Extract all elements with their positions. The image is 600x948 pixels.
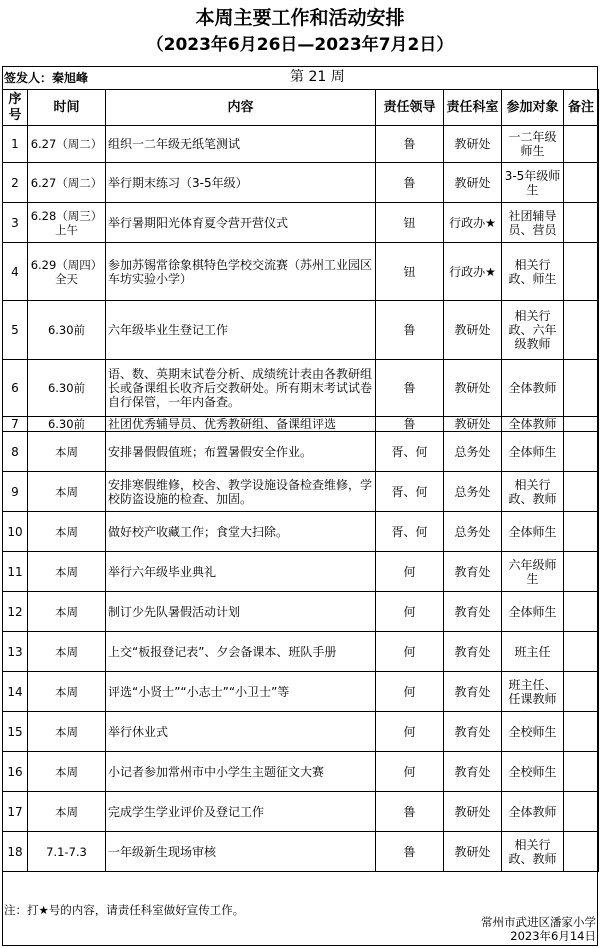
table-row — [3, 417, 599, 432]
row-dept: 教育处 — [444, 712, 502, 752]
table-row — [3, 472, 599, 512]
row-time: 6.27（周二） — [28, 163, 106, 203]
row-content: 安排寒假维修，校舍、教学设施设备检查维修，学校防盗设施的检查、加固。 — [106, 472, 376, 512]
row-content: 做好校产收藏工作；食堂大扫除。 — [106, 512, 376, 552]
schedule-table — [2, 89, 599, 872]
row-content: 举行暑期阳光体育夏令营开营仪式 — [106, 203, 376, 243]
row-content: 语、数、英期末试卷分析、成绩统计表由各教研组长或备课组长收齐后交教研处。所有期末考试试卷自行保管，一年内备查。 — [106, 360, 376, 417]
row-content: 六年级毕业生登记工作 — [106, 301, 376, 360]
row-dept: 教育处 — [444, 632, 502, 672]
page-title: 本周主要工作和活动安排 — [195, 7, 405, 29]
table-row — [3, 592, 599, 632]
row-number: 7 — [3, 417, 28, 432]
row-time: 本周 — [28, 632, 106, 672]
date-range-subtitle: （2023年6月26日—2023年7月2日） — [146, 35, 454, 55]
row-remark — [564, 672, 599, 712]
row-leader: 鲁 — [376, 417, 444, 432]
col-header-remark: 备注 — [564, 90, 599, 126]
table-row — [3, 360, 599, 417]
table-row — [3, 672, 599, 712]
col-header-content: 内容 — [106, 90, 376, 126]
row-content: 上交“板报登记表”、夕会备课本、班队手册 — [106, 632, 376, 672]
row-leader: 鲁 — [376, 163, 444, 203]
row-time: 本周 — [28, 472, 106, 512]
row-dept: 教研处 — [444, 360, 502, 417]
row-remark — [564, 360, 599, 417]
row-dept: 总务处 — [444, 472, 502, 512]
row-number: 13 — [3, 632, 28, 672]
row-dept: 总务处 — [444, 432, 502, 472]
signer-name: 秦旭峰 — [52, 71, 89, 85]
footnote: 注：打★号的内容，请责任科室做好宣传工作。 — [4, 903, 245, 917]
row-time: 本周 — [28, 752, 106, 792]
row-dept: 行政办★ — [444, 203, 502, 243]
row-number: 15 — [3, 712, 28, 752]
table-row — [3, 832, 599, 872]
row-remark — [564, 632, 599, 672]
row-participants: 全体师生 — [502, 592, 564, 632]
table-row — [3, 301, 599, 360]
row-content: 举行六年级毕业典礼 — [106, 552, 376, 592]
row-number: 5 — [3, 301, 28, 360]
row-remark — [564, 512, 599, 552]
row-leader: 何 — [376, 752, 444, 792]
row-number: 14 — [3, 672, 28, 712]
row-time: 本周 — [28, 712, 106, 752]
row-participants: 班主任 — [502, 632, 564, 672]
row-content: 制订少先队暑假活动计划 — [106, 592, 376, 632]
row-participants: 全体师生 — [502, 432, 564, 472]
row-remark — [564, 712, 599, 752]
row-content: 一年级新生现场审核 — [106, 832, 376, 872]
row-participants: 全体教师 — [502, 792, 564, 832]
row-number: 12 — [3, 592, 28, 632]
row-participants: 相关行政、师生 — [502, 243, 564, 301]
row-leader: 何 — [376, 712, 444, 752]
row-leader: 胥、何 — [376, 432, 444, 472]
row-dept: 教育处 — [444, 552, 502, 592]
row-content: 举行休业式 — [106, 712, 376, 752]
row-time: 6.30前 — [28, 417, 106, 432]
row-participants: 3-5年级师生 — [502, 163, 564, 203]
row-time: 本周 — [28, 552, 106, 592]
col-header-leader: 责任领导 — [376, 90, 444, 126]
issuer-block — [481, 915, 596, 943]
row-leader: 胥、何 — [376, 472, 444, 512]
row-dept: 教研处 — [444, 832, 502, 872]
week-number: 第 21 周 — [290, 69, 345, 85]
row-dept: 教研处 — [444, 301, 502, 360]
row-number: 18 — [3, 832, 28, 872]
col-header-no: 序号 — [3, 90, 28, 126]
row-remark — [564, 752, 599, 792]
row-participants: 全体教师 — [502, 360, 564, 417]
row-leader: 鲁 — [376, 832, 444, 872]
row-leader: 鲁 — [376, 301, 444, 360]
row-participants: 一二年级师生 — [502, 126, 564, 163]
table-row — [3, 512, 599, 552]
row-participants: 全校师生 — [502, 712, 564, 752]
col-header-time: 时间 — [28, 90, 106, 126]
row-content: 小记者参加常州市中小学生主题征文大赛 — [106, 752, 376, 792]
row-leader: 鲁 — [376, 126, 444, 163]
row-time: 本周 — [28, 512, 106, 552]
row-leader: 鲁 — [376, 360, 444, 417]
row-number: 2 — [3, 163, 28, 203]
row-time: 6.29（周四）全天 — [28, 243, 106, 301]
row-participants: 六年级师生 — [502, 552, 564, 592]
row-leader: 何 — [376, 672, 444, 712]
row-time: 6.28（周三）上午 — [28, 203, 106, 243]
row-participants: 相关行政、教师 — [502, 832, 564, 872]
row-content: 评选“小贤士”“小志士”“小卫士”等 — [106, 672, 376, 712]
row-remark — [564, 301, 599, 360]
row-participants: 社团辅导员、营员 — [502, 203, 564, 243]
row-time: 本周 — [28, 672, 106, 712]
row-number: 3 — [3, 203, 28, 243]
row-leader: 胥、何 — [376, 512, 444, 552]
table-row — [3, 792, 599, 832]
row-time: 本周 — [28, 592, 106, 632]
table-row — [3, 126, 599, 163]
row-remark — [564, 163, 599, 203]
row-remark — [564, 243, 599, 301]
row-content: 完成学生学业评价及登记工作 — [106, 792, 376, 832]
row-participants: 班主任、任课教师 — [502, 672, 564, 712]
row-leader: 何 — [376, 632, 444, 672]
row-number: 4 — [3, 243, 28, 301]
row-leader: 鲁 — [376, 792, 444, 832]
row-content: 参加苏锡常徐象棋特色学校交流赛（苏州工业园区车坊实验小学） — [106, 243, 376, 301]
row-dept: 教研处 — [444, 792, 502, 832]
row-time: 本周 — [28, 792, 106, 832]
row-number: 16 — [3, 752, 28, 792]
row-dept: 教育处 — [444, 592, 502, 632]
row-dept: 教育处 — [444, 752, 502, 792]
table-header-row — [3, 90, 599, 126]
row-content: 组织一二年级无纸笔测试 — [106, 126, 376, 163]
row-remark — [564, 832, 599, 872]
row-remark — [564, 203, 599, 243]
table-row — [3, 712, 599, 752]
col-header-dept: 责任科室 — [444, 90, 502, 126]
row-remark — [564, 792, 599, 832]
row-participants: 全校师生 — [502, 752, 564, 792]
row-content: 安排暑假假值班；布置暑假安全作业。 — [106, 432, 376, 472]
row-time: 6.30前 — [28, 360, 106, 417]
row-remark — [564, 552, 599, 592]
row-dept: 教研处 — [444, 163, 502, 203]
row-remark — [564, 472, 599, 512]
table-row — [3, 432, 599, 472]
row-participants: 全体教师 — [502, 417, 564, 432]
signer-line — [4, 68, 88, 88]
row-leader: 钮 — [376, 203, 444, 243]
table-row — [3, 552, 599, 592]
row-remark — [564, 126, 599, 163]
row-dept: 教育处 — [444, 672, 502, 712]
row-leader: 何 — [376, 552, 444, 592]
row-participants: 全体师生 — [502, 512, 564, 552]
school-name: 常州市武进区潘家小学 — [481, 915, 596, 929]
row-participants: 相关行政、教师 — [502, 472, 564, 512]
row-number: 8 — [3, 432, 28, 472]
table-row — [3, 163, 599, 203]
row-leader: 钮 — [376, 243, 444, 301]
row-time: 7.1-7.3 — [28, 832, 106, 872]
row-number: 17 — [3, 792, 28, 832]
row-content: 社团优秀辅导员、优秀教研组、备课组评选 — [106, 417, 376, 432]
row-dept: 教研处 — [444, 417, 502, 432]
row-number: 11 — [3, 552, 28, 592]
row-number: 6 — [3, 360, 28, 417]
row-dept: 行政办★ — [444, 243, 502, 301]
row-dept: 总务处 — [444, 512, 502, 552]
row-number: 1 — [3, 126, 28, 163]
row-number: 10 — [3, 512, 28, 552]
table-row — [3, 243, 599, 301]
row-leader: 何 — [376, 592, 444, 632]
issue-date: 2023年6月14日 — [510, 929, 596, 943]
row-content: 举行期末练习（3-5年级） — [106, 163, 376, 203]
row-remark — [564, 417, 599, 432]
row-number: 9 — [3, 472, 28, 512]
row-time: 6.27（周二） — [28, 126, 106, 163]
table-row — [3, 752, 599, 792]
row-time: 6.30前 — [28, 301, 106, 360]
table-row — [3, 203, 599, 243]
signer-label: 签发人： — [4, 71, 53, 85]
row-participants: 相关行政、六年级教师 — [502, 301, 564, 360]
row-remark — [564, 432, 599, 472]
row-dept: 教研处 — [444, 126, 502, 163]
col-header-participants: 参加对象 — [502, 90, 564, 126]
row-remark — [564, 592, 599, 632]
table-row — [3, 632, 599, 672]
row-time: 本周 — [28, 432, 106, 472]
